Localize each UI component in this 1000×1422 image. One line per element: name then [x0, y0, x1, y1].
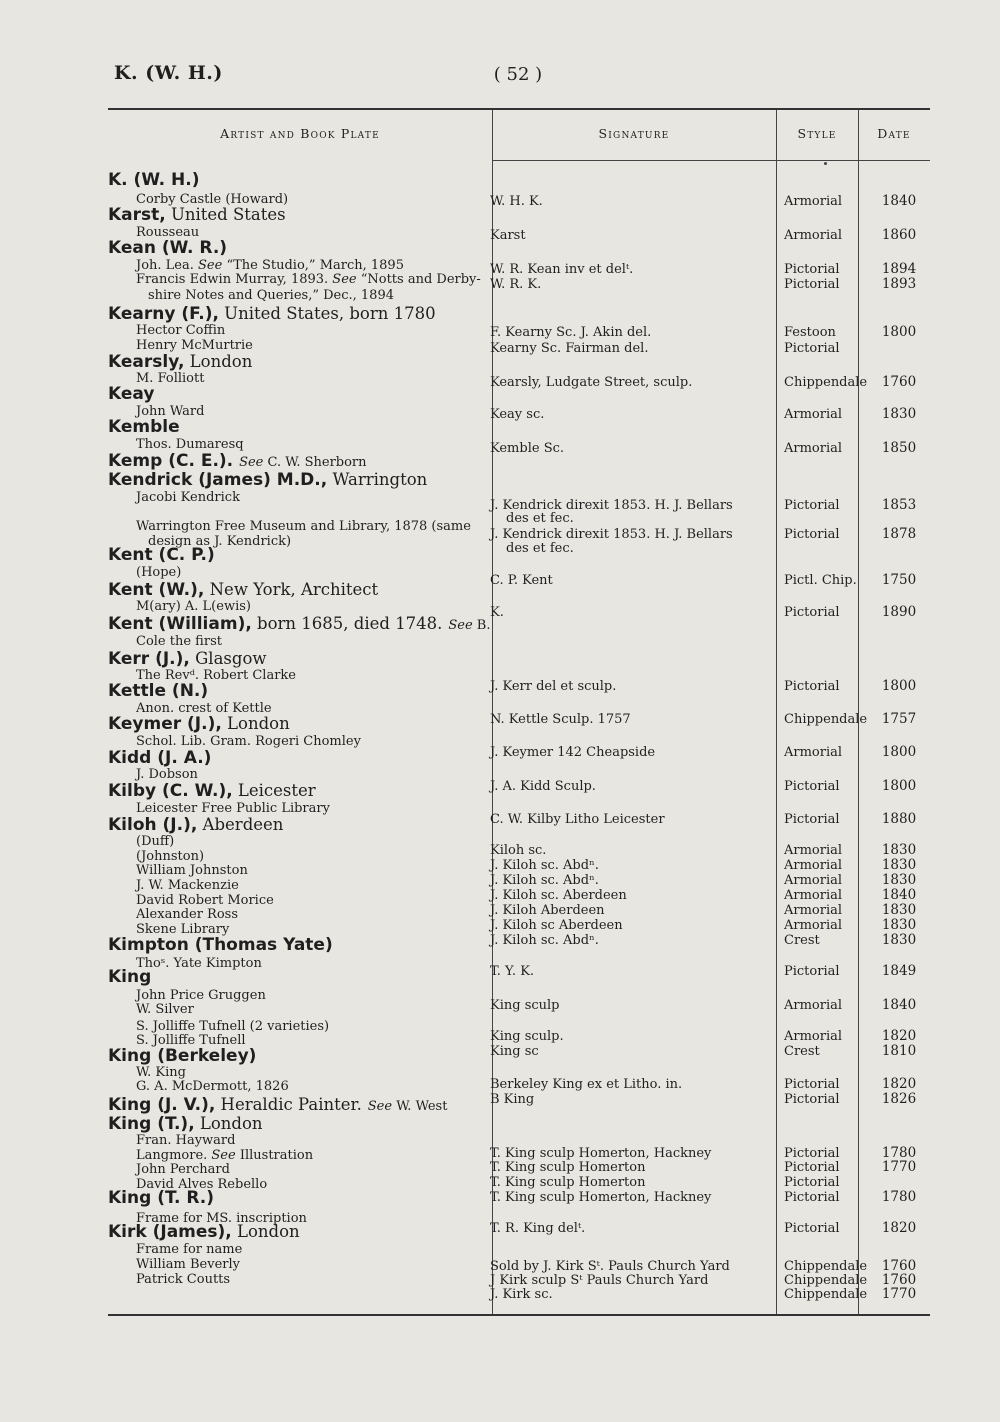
- style-cell: Pictorial: [784, 605, 840, 620]
- catalogue-table: [108, 108, 930, 1316]
- signature-cell: J. Kiloh Aberdeen: [490, 903, 605, 918]
- signature-cell: Keay sc.: [490, 407, 545, 422]
- bookplate-entry: [136, 1258, 240, 1271]
- style-cell: Pictorial: [784, 498, 840, 513]
- bookplate-owner: Frame for MS. inscription: [136, 1211, 307, 1226]
- style-cell: Pictorial: [784, 277, 840, 292]
- style-cell: Pictorial: [784, 527, 840, 542]
- bookplate-owner: M. Folliott: [136, 371, 205, 386]
- bookplate-owner: shire Notes and Queries,” Dec., 1894: [148, 288, 394, 303]
- artist-name: Kean (W. R.): [108, 238, 228, 258]
- signature-cell: Berkeley King ex et Litho. in.: [490, 1077, 683, 1092]
- style-cell: Armorial: [784, 998, 843, 1013]
- artist-location: London: [194, 1114, 263, 1133]
- style-cell: Pictorial: [784, 779, 840, 794]
- bookplate-owner: Cole the first: [136, 634, 222, 649]
- signature-cell: T. King sculp Homerton: [490, 1160, 646, 1175]
- artist-location: London: [231, 1222, 300, 1241]
- date-cell: 1770: [881, 1286, 917, 1302]
- style-cell: Chippendale: [784, 712, 868, 727]
- artist-heading: [108, 240, 227, 257]
- artist-name: Keymer (J.),: [108, 714, 222, 734]
- page-number: ( 52 ): [493, 64, 543, 85]
- artist-name: Kilby (C. W.),: [108, 781, 233, 801]
- column-header-date: Date: [877, 126, 911, 141]
- bookplate-owner: Thoˢ. Yate Kimpton: [136, 956, 262, 971]
- bookplate-entry: [136, 850, 204, 863]
- artist-heading: [108, 386, 154, 403]
- style-cell: Pictorial: [784, 1221, 840, 1236]
- artist-heading: [108, 783, 316, 800]
- style-cell: Pictorial: [784, 1190, 840, 1205]
- signature-cell: F. Kearny Sc. J. Akin del.: [490, 325, 652, 340]
- date-cell: 1800: [881, 744, 917, 760]
- artist-name: Kearsly,: [108, 352, 185, 372]
- bookplate-entry: [136, 520, 471, 533]
- artist-heading: [108, 1116, 263, 1133]
- bookplate-owner: David Alves Rebello: [136, 1177, 268, 1192]
- artist-heading: [108, 453, 367, 470]
- see-target: B.: [472, 618, 491, 633]
- see-reference: See: [332, 272, 357, 287]
- see-target: C. W. Sherborn: [263, 455, 367, 470]
- artist-location: New York, Architect: [204, 580, 379, 599]
- signature-cell: J. Kendrick direxit 1853. H. J. Bellars: [490, 527, 733, 542]
- style-cell: Armorial: [784, 441, 843, 456]
- artist-heading: [108, 750, 211, 767]
- bookplate-owner: Rousseau: [136, 225, 200, 240]
- running-head: K. (W. H.): [114, 62, 223, 84]
- artist-heading: [108, 354, 252, 371]
- artist-heading: [108, 817, 283, 834]
- table-rows: [108, 110, 930, 1314]
- style-cell: Armorial: [784, 888, 843, 903]
- bookplate-owner: S. Jolliffe Tufnell: [136, 1033, 246, 1048]
- artist-heading: [108, 306, 436, 323]
- bookplate-entry: [136, 273, 481, 286]
- see-reference: See: [239, 455, 264, 470]
- artist-name: King (Berkeley): [108, 1046, 257, 1066]
- date-cell: 1880: [881, 811, 917, 827]
- artist-name: Kidd (J. A.): [108, 748, 212, 768]
- signature-cell: J. A. Kidd Sculp.: [490, 779, 596, 794]
- artist-heading: [108, 547, 215, 564]
- artist-name: Kent (William),: [108, 614, 252, 634]
- signature-continued: des et fec.: [506, 511, 574, 526]
- bookplate-owner: Francis Edwin Murray, 1893.: [136, 272, 333, 287]
- style-cell: Chippendale: [784, 1287, 868, 1302]
- date-cell: 1800: [881, 778, 917, 794]
- bookplate-entry: [136, 1243, 242, 1256]
- artist-name: King: [108, 967, 152, 987]
- bookplate-entry: [136, 1080, 289, 1093]
- bookplate-entry: [136, 908, 238, 921]
- style-cell: Armorial: [784, 228, 843, 243]
- signature-cell: T. King sculp Homerton, Hackney: [490, 1146, 712, 1161]
- bookplate-entry: [136, 600, 251, 613]
- bookplate-owner: W. King: [136, 1065, 186, 1080]
- artist-heading: [108, 419, 180, 436]
- bookplate-owner: William Johnston: [136, 863, 248, 878]
- date-cell: 1849: [881, 963, 917, 979]
- date-cell: 1830: [881, 872, 917, 888]
- artist-location: Glasgow: [189, 649, 267, 668]
- bookplate-entry: [136, 1020, 329, 1033]
- style-cell: Pictorial: [784, 679, 840, 694]
- artist-name: King (T. R.): [108, 1188, 214, 1208]
- style-cell: Pictorial: [784, 964, 840, 979]
- artist-name: Kerr (J.),: [108, 649, 190, 669]
- style-cell: Pictorial: [784, 262, 840, 277]
- artist-name: King (J. V.),: [108, 1095, 216, 1115]
- bookplate-owner: Henry McMurtrie: [136, 338, 253, 353]
- bookplate-owner: Leicester Free Public Library: [136, 801, 330, 816]
- style-cell: Armorial: [784, 407, 843, 422]
- date-cell: 1878: [881, 526, 917, 542]
- signature-cell: J. Kirk sc.: [490, 1287, 553, 1302]
- date-cell: 1780: [881, 1189, 917, 1205]
- signature-cell: T. Y. K.: [490, 964, 535, 979]
- artist-name: Keay: [108, 384, 155, 404]
- bookplate-entry: [136, 1149, 313, 1162]
- bookplate-owner: G. A. McDermott, 1826: [136, 1079, 289, 1094]
- date-cell: 1800: [881, 678, 917, 694]
- bookplate-entry: [148, 289, 394, 302]
- signature-cell: T. King sculp Homerton: [490, 1175, 646, 1190]
- artist-location: United States: [165, 205, 286, 224]
- column-header-signature: Signature: [598, 126, 670, 141]
- date-cell: 1830: [881, 932, 917, 948]
- artist-heading: [108, 651, 267, 668]
- artist-name: Kirk (James),: [108, 1222, 232, 1242]
- bookplate-owner: Thos. Dumaresq: [136, 437, 244, 452]
- signature-cell: Kearsly, Ludgate Street, sculp.: [490, 375, 693, 390]
- signature-cell: T. R. King delᵗ.: [490, 1221, 586, 1236]
- signature-cell: W. R. K.: [490, 277, 542, 292]
- artist-location: London: [184, 352, 253, 371]
- artist-location: Heraldic Painter.: [215, 1095, 362, 1114]
- bookplate-owner: Schol. Lib. Gram. Rogeri Chomley: [136, 734, 361, 749]
- style-cell: Armorial: [784, 1029, 843, 1044]
- bookplate-owner: Hector Coffin: [136, 323, 226, 338]
- signature-cell: T. King sculp Homerton, Hackney: [490, 1190, 712, 1205]
- bookplate-note: Illustration: [235, 1148, 314, 1163]
- artist-name: Kimpton (Thomas Yate): [108, 935, 333, 955]
- date-cell: 1820: [881, 1076, 917, 1092]
- style-cell: Chippendale: [784, 375, 868, 390]
- artist-name: Kent (C. P.): [108, 545, 215, 565]
- bookplate-owner: Anon. crest of Kettle: [136, 701, 272, 716]
- style-cell: Pictorial: [784, 1146, 840, 1161]
- bookplate-owner: (Duff): [136, 834, 175, 849]
- bookplate-entry: [136, 1163, 230, 1176]
- bookplate-note: “The Studio,” March, 1895: [222, 258, 404, 273]
- bookplate-owner: Patrick Coutts: [136, 1272, 231, 1287]
- artist-heading: [108, 683, 208, 700]
- bookplate-entry: [136, 324, 225, 337]
- artist-heading: [108, 969, 151, 986]
- signature-cell: J. Kiloh sc. Abdⁿ.: [490, 933, 599, 948]
- date-cell: 1830: [881, 842, 917, 858]
- signature-cell: Karst: [490, 228, 526, 243]
- bookplate-entry: [136, 879, 239, 892]
- signature-cell: K.: [490, 605, 504, 620]
- artist-heading: [108, 616, 490, 633]
- style-cell: Armorial: [784, 918, 843, 933]
- artist-location: born 1685, died 1748.: [251, 614, 443, 633]
- style-cell: Pictorial: [784, 1092, 840, 1107]
- bookplate-entry: [136, 491, 240, 504]
- artist-location: London: [221, 714, 290, 733]
- style-cell: Chippendale: [784, 1259, 868, 1274]
- artist-location: Warrington: [327, 470, 428, 489]
- date-cell: 1760: [881, 1258, 917, 1274]
- date-cell: 1760: [881, 1272, 917, 1288]
- bookplate-entry: [136, 1003, 194, 1016]
- signature-cell: King sculp: [490, 998, 560, 1013]
- bookplate-owner: Jacobi Kendrick: [136, 490, 240, 505]
- signature-cell: J. Kiloh sc. Aberdeen: [490, 888, 627, 903]
- date-cell: 1820: [881, 1028, 917, 1044]
- artist-heading: [108, 1097, 447, 1114]
- date-cell: 1770: [881, 1159, 917, 1175]
- bookplate-owner: (Johnston): [136, 849, 205, 864]
- style-cell: Pictl. Chip.: [784, 573, 857, 588]
- bookplate-owner: The Revᵈ. Robert Clarke: [136, 668, 296, 683]
- bookplate-owner: M(ary) A. L(ewis): [136, 599, 251, 614]
- artist-heading: [108, 716, 290, 733]
- signature-cell: J. Keymer 142 Cheapside: [490, 745, 656, 760]
- date-cell: 1750: [881, 572, 917, 588]
- style-cell: Crest: [784, 933, 820, 948]
- see-reference: See: [367, 1099, 393, 1114]
- date-cell: 1757: [881, 711, 917, 727]
- artist-name: Kiloh (J.),: [108, 815, 198, 835]
- bookplate-owner: William Beverly: [136, 1257, 240, 1272]
- signature-cell: J. Kiloh sc. Abdⁿ.: [490, 858, 599, 873]
- bookplate-entry: [136, 339, 253, 352]
- bookplate-owner: David Robert Morice: [136, 893, 274, 908]
- date-cell: 1840: [881, 997, 917, 1013]
- date-cell: 1800: [881, 324, 917, 340]
- artist-name: K. (W. H.): [108, 170, 200, 190]
- date-cell: 1860: [881, 227, 917, 243]
- see-reference: See: [198, 258, 223, 273]
- artist-name: Kemble: [108, 417, 180, 437]
- signature-cell: C. W. Kilby Litho Leicester: [490, 812, 665, 827]
- date-cell: 1893: [881, 276, 917, 292]
- bookplate-owner: J. W. Mackenzie: [136, 878, 239, 893]
- signature-cell: J. Kendrick direxit 1853. H. J. Bellars: [490, 498, 733, 513]
- date-cell: 1894: [881, 261, 917, 277]
- style-cell: Armorial: [784, 903, 843, 918]
- bookplate-owner: Langmore.: [136, 1148, 212, 1163]
- signature-cell: W. H. K.: [490, 194, 543, 209]
- see-reference: See: [448, 618, 473, 633]
- signature-cell: J. Kerr del et sculp.: [490, 679, 617, 694]
- bookplate-owner: W. Silver: [136, 1002, 194, 1017]
- bookplate-entry: [136, 1134, 235, 1147]
- style-cell: Armorial: [784, 745, 843, 760]
- signature-cell: B King: [490, 1092, 535, 1107]
- bookplate-owner: Alexander Ross: [136, 907, 239, 922]
- artist-name: Kearny (F.),: [108, 304, 219, 324]
- bookplate-entry: [136, 835, 174, 848]
- bookplate-owner: John Price Gruggen: [136, 988, 266, 1003]
- signature-continued: des et fec.: [506, 541, 574, 556]
- bookplate-owner: Joh. Lea.: [136, 258, 199, 273]
- style-cell: Armorial: [784, 194, 843, 209]
- artist-heading: [108, 1048, 256, 1065]
- signature-cell: Sold by J. Kirk Sᵗ. Pauls Church Yard: [490, 1259, 730, 1274]
- artist-heading: [108, 472, 427, 489]
- see-target: W. West: [392, 1099, 448, 1114]
- style-cell: Pictorial: [784, 1077, 840, 1092]
- artist-location: Aberdeen: [197, 815, 284, 834]
- date-cell: 1830: [881, 406, 917, 422]
- bookplate-owner: Corby Castle (Howard): [136, 192, 289, 207]
- bookplate-owner: Frame for name: [136, 1242, 243, 1257]
- signature-cell: J. Kiloh sc. Abdⁿ.: [490, 873, 599, 888]
- bookplate-owner: S. Jolliffe Tufnell (2 varieties): [136, 1019, 330, 1034]
- bookplate-owner: Fran. Hayward: [136, 1133, 236, 1148]
- bookplate-entry: [136, 566, 181, 579]
- artist-location: Leicester: [232, 781, 316, 800]
- bookplate-entry: [136, 894, 274, 907]
- bookplate-entry: [136, 768, 198, 781]
- date-cell: 1826: [881, 1091, 917, 1107]
- style-cell: Chippendale: [784, 1273, 868, 1288]
- bookplate-entry: [136, 635, 222, 648]
- artist-heading: [108, 1190, 214, 1207]
- artist-name: Kent (W.),: [108, 580, 205, 600]
- signature-cell: Kiloh sc.: [490, 843, 547, 858]
- bookplate-entry: [136, 1066, 186, 1079]
- style-cell: Pictorial: [784, 812, 840, 827]
- see-reference: See: [211, 1148, 236, 1163]
- date-cell: 1830: [881, 902, 917, 918]
- style-cell: Armorial: [784, 843, 843, 858]
- artist-heading: [108, 172, 200, 189]
- artist-name: Kendrick (James) M.D.,: [108, 470, 328, 490]
- date-cell: 1890: [881, 604, 917, 620]
- artist-heading: [108, 582, 378, 599]
- column-header-style: Style: [797, 126, 837, 141]
- artist-location: United States, born 1780: [218, 304, 436, 323]
- date-cell: 1830: [881, 917, 917, 933]
- bookplate-entry: [136, 989, 266, 1002]
- artist-heading: [108, 207, 286, 224]
- signature-cell: King sc: [490, 1044, 539, 1059]
- date-cell: 1853: [881, 497, 917, 513]
- bookplate-owner: design as J. Kendrick): [148, 534, 292, 549]
- date-cell: 1780: [881, 1145, 917, 1161]
- bookplate-owner: (Hope): [136, 565, 182, 580]
- date-cell: 1840: [881, 193, 917, 209]
- signature-cell: W. R. Kean inv et delᵗ.: [490, 262, 634, 277]
- style-cell: Pictorial: [784, 1175, 840, 1190]
- bookplate-entry: [136, 259, 404, 272]
- artist-name: Kemp (C. E.).: [108, 451, 234, 471]
- signature-cell: Kemble Sc.: [490, 441, 565, 456]
- bookplate-owner: Skene Library: [136, 922, 230, 937]
- bookplate-owner: John Perchard: [136, 1162, 230, 1177]
- bookplate-entry: [136, 864, 248, 877]
- artist-name: Karst,: [108, 205, 166, 225]
- bookplate-entry: [136, 802, 330, 815]
- bookplate-entry: [136, 1273, 230, 1286]
- bookplate-owner: J. Dobson: [136, 767, 198, 782]
- date-cell: 1840: [881, 887, 917, 903]
- bookplate-owner: Warrington Free Museum and Library, 1878 (same: [136, 519, 471, 534]
- signature-cell: Kearny Sc. Fairman del.: [490, 341, 649, 356]
- signature-cell: N. Kettle Sculp. 1757: [490, 712, 631, 727]
- bookplate-note: “Notts and Derby-: [356, 272, 481, 287]
- style-cell: Armorial: [784, 873, 843, 888]
- signature-cell: C. P. Kent: [490, 573, 553, 588]
- bookplate-entry: [136, 957, 262, 970]
- date-cell: 1820: [881, 1220, 917, 1236]
- artist-heading: [108, 1224, 300, 1241]
- column-header-artist: Artist and Book Plate: [220, 126, 380, 141]
- date-cell: 1830: [881, 857, 917, 873]
- signature-cell: J. Kiloh sc Aberdeen: [490, 918, 623, 933]
- style-cell: Pictorial: [784, 341, 840, 356]
- artist-name: Kettle (N.): [108, 681, 209, 701]
- signature-cell: J Kirk sculp Sᵗ Pauls Church Yard: [490, 1273, 709, 1288]
- signature-cell: King sculp.: [490, 1029, 564, 1044]
- bookplate-owner: John Ward: [136, 404, 205, 419]
- style-cell: Festoon: [784, 325, 836, 340]
- bookplate-entry: [136, 735, 361, 748]
- date-cell: 1810: [881, 1043, 917, 1059]
- style-cell: Armorial: [784, 858, 843, 873]
- date-cell: 1850: [881, 440, 917, 456]
- artist-name: King (T.),: [108, 1114, 195, 1134]
- style-cell: Pictorial: [784, 1160, 840, 1175]
- artist-heading: [108, 937, 333, 954]
- style-cell: Crest: [784, 1044, 820, 1059]
- bookplate-entry: [136, 438, 244, 451]
- date-cell: 1760: [881, 374, 917, 390]
